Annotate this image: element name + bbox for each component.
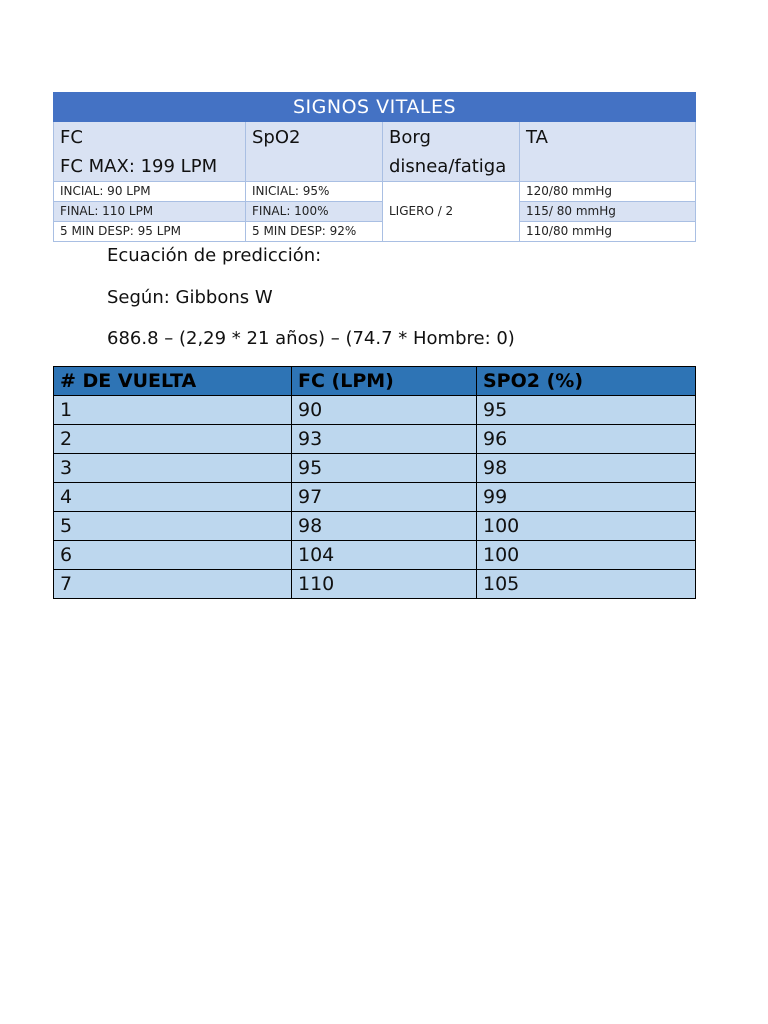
vital-signs-table [53, 92, 696, 242]
lap-fc: 95 [292, 454, 477, 483]
lap-spo2: 100 [477, 512, 696, 541]
lap-fc: 98 [292, 512, 477, 541]
fc-final: FINAL: 110 LPM [54, 202, 246, 222]
laps-table [53, 366, 696, 599]
lap-spo2: 100 [477, 541, 696, 570]
laps-row [54, 483, 696, 512]
lap-number: 6 [54, 541, 292, 570]
lap-spo2: 98 [477, 454, 696, 483]
lap-fc: 104 [292, 541, 477, 570]
lap-number: 4 [54, 483, 292, 512]
ta-5min: 110/80 mmHg [520, 222, 696, 242]
spo2-5min: 5 MIN DESP: 92% [246, 222, 383, 242]
laps-row [54, 454, 696, 483]
fc-initial: INCIAL: 90 LPM [54, 182, 246, 202]
borg-header-label: Borg [389, 127, 431, 148]
lap-number-header: # DE VUELTA [54, 367, 292, 396]
laps-row [54, 396, 696, 425]
vital-signs-row [54, 182, 696, 202]
fc-lpm-header: FC (LPM) [292, 367, 477, 396]
lap-spo2: 105 [477, 570, 696, 599]
ta-initial: 120/80 mmHg [520, 182, 696, 202]
vital-signs-row [54, 202, 696, 222]
laps-row [54, 570, 696, 599]
spo2-final: FINAL: 100% [246, 202, 383, 222]
lap-number: 3 [54, 454, 292, 483]
lap-spo2: 99 [477, 483, 696, 512]
equation-source: Según: Gibbons W [107, 287, 273, 308]
vital-signs-title-row [54, 93, 696, 122]
equation-formula: 686.8 – (2,29 * 21 años) – (74.7 * Hombre: 0) [107, 328, 515, 349]
borg-value: LIGERO / 2 [383, 182, 520, 242]
vital-signs-row [54, 222, 696, 242]
lap-number: 5 [54, 512, 292, 541]
laps-header-row [54, 367, 696, 396]
lap-fc: 90 [292, 396, 477, 425]
lap-number: 2 [54, 425, 292, 454]
borg-header-sublabel: disnea/fatiga [389, 156, 507, 177]
lap-number: 7 [54, 570, 292, 599]
fc-max-label: FC MAX: 199 LPM [60, 156, 218, 177]
lap-spo2: 96 [477, 425, 696, 454]
ta-header: TA [520, 122, 696, 182]
spo2-pct-header: SPO2 (%) [477, 367, 696, 396]
spo2-initial: INICIAL: 95% [246, 182, 383, 202]
lap-fc: 93 [292, 425, 477, 454]
laps-row [54, 512, 696, 541]
borg-header [383, 122, 520, 182]
lap-fc: 97 [292, 483, 477, 512]
laps-row [54, 425, 696, 454]
lap-spo2: 95 [477, 396, 696, 425]
ta-final: 115/ 80 mmHg [520, 202, 696, 222]
equation-heading: Ecuación de predicción: [107, 245, 322, 266]
fc-header-label: FC [60, 127, 83, 148]
vital-signs-header-row [54, 122, 696, 182]
lap-number: 1 [54, 396, 292, 425]
spo2-header: SpO2 [246, 122, 383, 182]
fc-header [54, 122, 246, 182]
vital-signs-title: SIGNOS VITALES [54, 93, 696, 122]
lap-fc: 110 [292, 570, 477, 599]
laps-row [54, 541, 696, 570]
fc-5min: 5 MIN DESP: 95 LPM [54, 222, 246, 242]
